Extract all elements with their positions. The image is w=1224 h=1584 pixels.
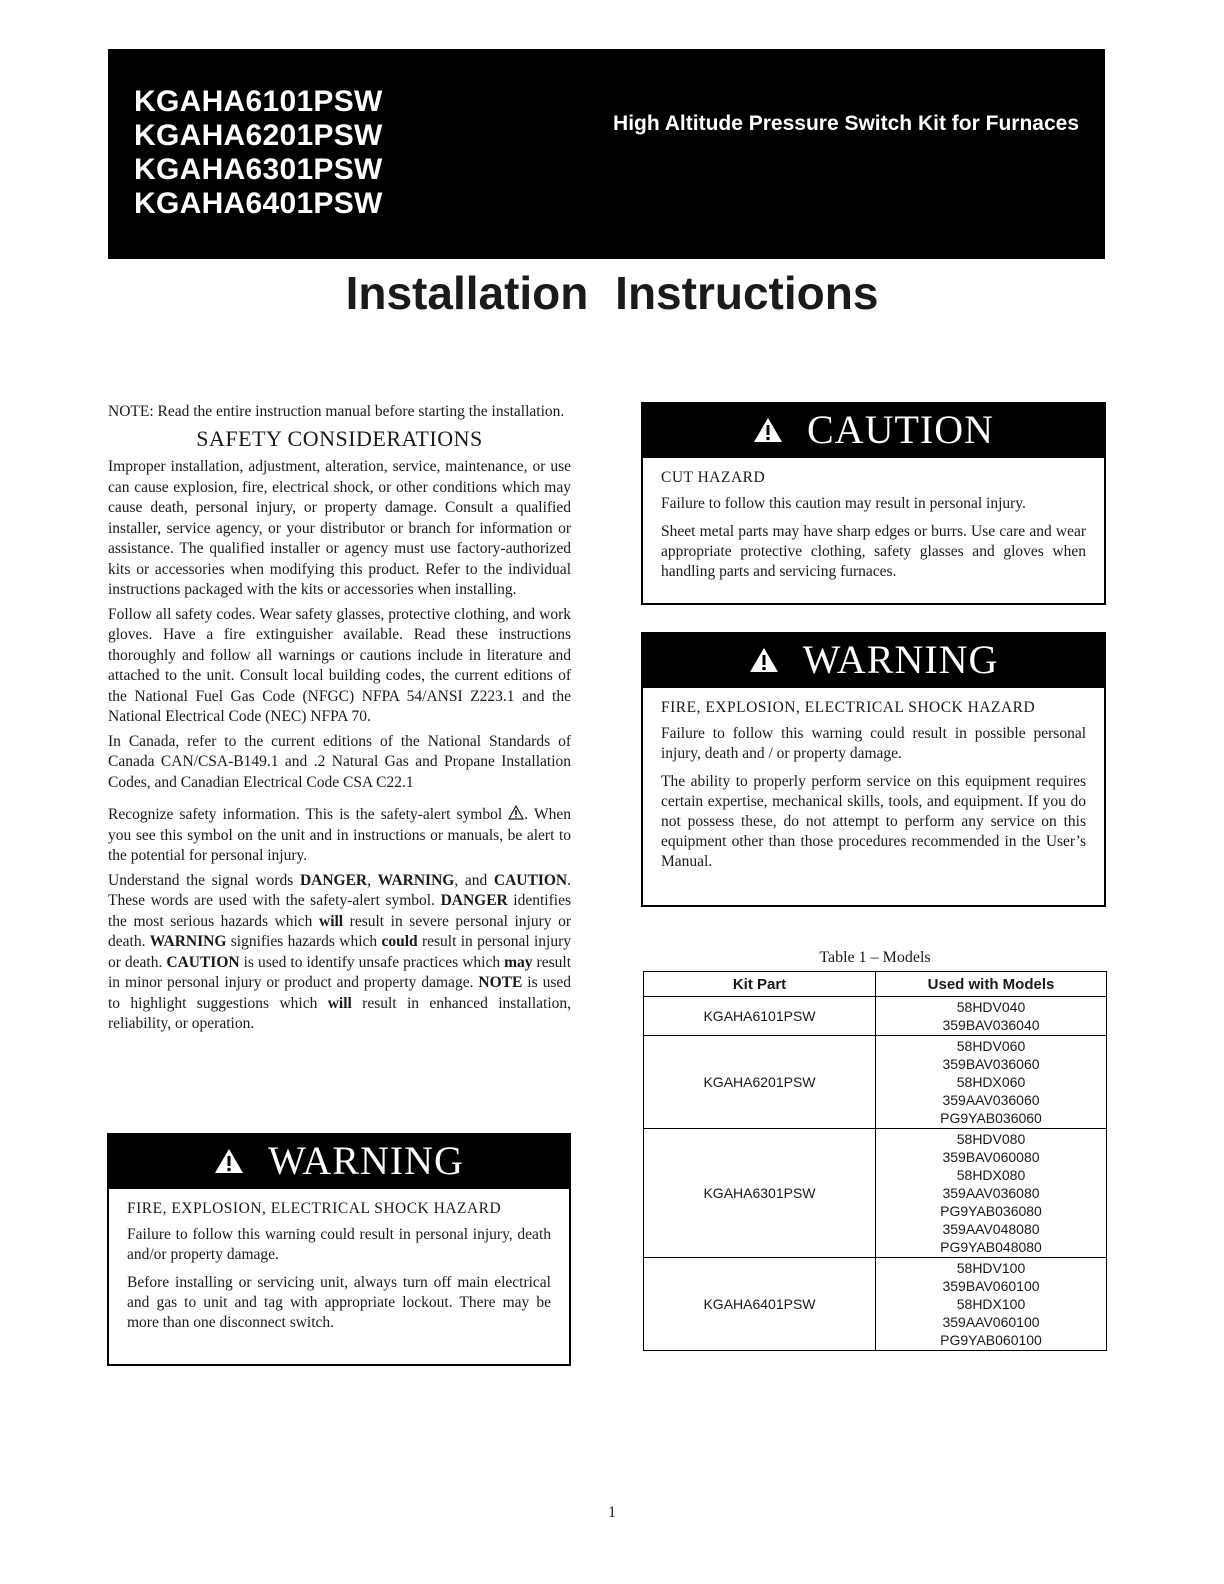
text-run: Understand the signal words [108, 871, 300, 889]
model-item: 359BAV060100 [942, 1278, 1040, 1294]
model-item: 58HDV060 [956, 1038, 1026, 1054]
text-run: identifies the most serious hazards which [108, 892, 571, 930]
warning-header [643, 634, 1104, 688]
hazard-title: FIRE, EXPLOSION, ELECTRICAL SHOCK HAZARD [127, 1200, 502, 1217]
table-row [644, 997, 1107, 1036]
text-run: signifies hazards which [226, 933, 382, 950]
caution-paragraph-1: Failure to follow this caution may result in personal injury. [661, 495, 1026, 512]
warning-heading: WARNING [802, 637, 999, 682]
safety-heading: SAFETY CONSIDERATIONS [196, 425, 483, 451]
safety-paragraph-4 [108, 805, 571, 867]
warning-paragraph-2: The ability to properly perform service on this equipment requires certain expertise, mechanical skills, tools, and equipment. If you do not possess these, do not attempt to perform any service on this equipment other than those procedures recommended in the User’s Manual. [661, 773, 1086, 870]
note-label: NOTE: [108, 403, 154, 420]
page-number: 1 [608, 1504, 616, 1521]
emphasis-will: will [319, 912, 344, 930]
caution-heading: CAUTION [807, 407, 994, 452]
warning-triangle-icon [214, 1135, 244, 1187]
emphasis-will: will [327, 994, 352, 1012]
models-cell [876, 997, 1107, 1036]
signal-word-danger: DANGER [440, 892, 508, 909]
warning-box-left [107, 1133, 571, 1366]
model-item: PG9YAB036060 [940, 1110, 1042, 1126]
safety-paragraph-4-start: Recognize safety information. This is the safety-alert symbol [108, 806, 509, 823]
model-item: 359AAV036060 [942, 1092, 1040, 1108]
model-item: 359AAV036080 [942, 1185, 1040, 1201]
caution-paragraph-2: Sheet metal parts may have sharp edges or burrs. Use care and wear appropriate protective clothing, safety glasses and gloves when handling parts and servicing furnaces. [661, 523, 1086, 580]
text-run: result in minor personal injury or product and property damage. [108, 953, 571, 991]
model-item: PG9YAB048080 [940, 1239, 1042, 1255]
text-run: result in personal injury or death. [108, 933, 571, 971]
table-body [644, 997, 1107, 1351]
text-run: , [367, 871, 378, 889]
table-row [644, 1258, 1107, 1351]
safety-paragraph-3: In Canada, refer to the current editions of the National Standards of Canada CAN/CSA-B149.1 and .2 Natural Gas and Propane Installation Codes, and Canadian Electrical Code CSA C22.1 [108, 732, 571, 791]
model-item: 58HDX100 [956, 1296, 1026, 1312]
model-number: KGAHA6401PSW [134, 187, 383, 220]
text-run: . These words are used with the safety-alert symbol. [108, 871, 571, 909]
table-header-row [644, 972, 1107, 997]
emphasis-may: may [504, 953, 533, 971]
warning-body [109, 1189, 569, 1351]
left-column [108, 402, 571, 1039]
warning-body [643, 688, 1104, 890]
model-item: 359AAV060100 [942, 1314, 1040, 1330]
models-cell [876, 1129, 1107, 1258]
model-number: KGAHA6301PSW [134, 153, 383, 186]
models-table [643, 971, 1107, 1351]
text-run: is used to identify unsafe practices which [239, 953, 505, 971]
kit-title: High Altitude Pressure Switch Kit for Furnaces [613, 112, 1079, 135]
text-run: is used to highlight suggestions which [108, 974, 571, 1012]
signal-word-caution: CAUTION [166, 953, 240, 971]
model-item: 58HDV080 [956, 1131, 1026, 1147]
model-item: PG9YAB036080 [940, 1203, 1042, 1219]
signal-word-danger: DANGER [299, 871, 368, 889]
model-item: 58HDX080 [956, 1167, 1026, 1183]
kit-part-cell: KGAHA6401PSW [644, 1258, 876, 1351]
emphasis-could: could [381, 933, 418, 950]
model-item: 58HDV100 [956, 1260, 1026, 1276]
warning-heading: WARNING [268, 1138, 464, 1183]
signal-word-warning: WARNING [149, 933, 227, 950]
text-run: , and [454, 871, 494, 889]
model-number-list [134, 85, 383, 221]
signal-word-warning: WARNING [377, 871, 455, 889]
hazard-title: CUT HAZARD [661, 469, 766, 486]
signal-word-caution: CAUTION [493, 871, 568, 889]
model-item: 359AAV048080 [942, 1221, 1040, 1237]
model-item: 58HDX060 [956, 1074, 1026, 1090]
caution-box [641, 402, 1106, 605]
hazard-title: FIRE, EXPLOSION, ELECTRICAL SHOCK HAZARD [661, 699, 1036, 716]
note-text: Read the entire instruction manual before starting the installation. [153, 403, 565, 420]
caution-body [643, 458, 1104, 600]
warning-triangle-icon [753, 404, 783, 456]
warning-paragraph-1: Failure to follow this warning could result in personal injury, death and/or property damage. [127, 1226, 551, 1263]
models-cell [876, 1036, 1107, 1129]
warning-paragraph-2: Before installing or servicing unit, always turn off main electrical and gas to unit and tag with appropriate lockout. There may be more than one disconnect switch. [127, 1274, 551, 1331]
warning-triangle-icon [749, 634, 779, 686]
kit-part-cell: KGAHA6301PSW [644, 1129, 876, 1258]
model-item: 58HDV040 [956, 999, 1026, 1015]
note-paragraph [108, 402, 571, 423]
model-item: 359BAV060080 [942, 1149, 1040, 1165]
models-cell [876, 1258, 1107, 1351]
kit-part-cell: KGAHA6201PSW [644, 1036, 876, 1129]
table-row [644, 1129, 1107, 1258]
safety-alert-icon [508, 806, 524, 823]
warning-box-right [641, 632, 1106, 907]
page-title: Installation Instructions [345, 267, 879, 319]
caution-header [643, 404, 1104, 458]
signal-word-note: NOTE [478, 974, 523, 991]
kit-part-cell: KGAHA6101PSW [644, 997, 876, 1036]
column-header: Kit Part [644, 972, 876, 997]
model-item: PG9YAB060100 [940, 1332, 1042, 1348]
text-run: result in severe personal injury or death. [108, 912, 571, 950]
column-header: Used with Models [876, 972, 1107, 997]
text-run: result in enhanced installation, reliability, or operation. [108, 994, 572, 1032]
signal-words-paragraph [108, 871, 571, 1035]
safety-paragraph-1: Improper installation, adjustment, alteration, service, maintenance, or use can cause explosion, fire, electrical shock, or other conditions which may cause death, personal injury, or property damage. Consult a qualified installer, service agency, or your distributor or branch for information or assistance. The qualified installer or agency must use factory-authorized kits or accessories when modifying this product. Refer to the individual instructions packaged with the kits or accessories when installing. [108, 458, 571, 598]
warning-header [109, 1135, 569, 1189]
warning-paragraph-1: Failure to follow this warning could result in possible personal injury, death and / or property damage. [661, 725, 1086, 762]
table-caption: Table 1 – Models [819, 949, 931, 966]
safety-paragraph-2: Follow all safety codes. Wear safety glasses, protective clothing, and work gloves. Have a fire extinguisher available. Read these instructions thoroughly and follow all warnings or cautions include in literature and attached to the unit. Consult local building codes, the current editions of the National Fuel Gas Code (NFGC) NFPA 54/ANSI Z223.1 and the National Electrical Code (NEC) NFPA 70. [108, 605, 571, 725]
model-item: 359BAV036060 [942, 1056, 1040, 1072]
safety-paragraph-4-end: . When you see this symbol on the unit and in instructions or manuals, be alert to the potential for personal injury. [108, 806, 571, 864]
table-row [644, 1036, 1107, 1129]
header-banner [108, 49, 1105, 259]
model-number: KGAHA6101PSW [134, 85, 383, 118]
model-number: KGAHA6201PSW [134, 119, 383, 152]
model-item: 359BAV036040 [942, 1017, 1040, 1033]
